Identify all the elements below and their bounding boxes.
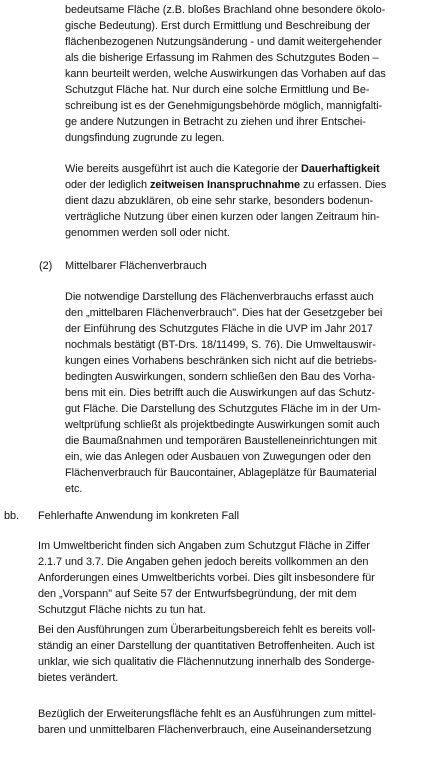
text-line: bedingten Auswirkungen, sondern schließen den Bau des Vorha- [65, 371, 376, 383]
section-title: Mittelbarer Flächenverbrauch [65, 260, 207, 272]
text-line: schreibung ist es der Genehmigungsbehörde möglich, mannigfalti- [65, 100, 383, 112]
text-line: den „mittelbaren Flächenverbrauch". Dies hat der Gesetzgeber bei [65, 307, 383, 319]
text-line: ein, wie das Anlegen oder Ausbauen von Zuwegungen oder den [65, 451, 371, 463]
text-line: Schutzgut Fläche nichts zu tun hat. [38, 604, 206, 616]
text-line: gut Fläche. Die Darstellung des Schutzgutes Fläche im in der Um- [65, 403, 381, 415]
text-line: Flächenverbrauch für Baucontainer, Ablageplätze für Baumaterial [65, 467, 377, 479]
section-heading-mittelbarer-flaechenverbrauch [39, 258, 379, 274]
text-line: Bei den Ausführungen zum Überarbeitungsbereich fehlt es bereits voll- [38, 624, 376, 636]
text-line: dungsfindung zugrunde zu legen. [65, 132, 225, 144]
text-run: zu erfassen. Dies [300, 179, 387, 191]
text-line [65, 177, 386, 193]
text-line: gische Bedeutung). Erst durch Ermittlung und Beschreibung der [65, 20, 371, 32]
text-line: den „Vorspann" auf Seite 57 der Entwurfsbegründung, der mit dem [38, 588, 357, 600]
text-line: kann beurteilt werden, welche Auswirkungen das Vorhaben auf das [65, 68, 386, 80]
paragraph-nutzungsaenderung [65, 2, 386, 146]
text-line: Schutzgut Fläche hat. Nur durch eine solche Ermittlung und Be- [65, 84, 370, 96]
text-line: flächenbezogenen Nutzungsänderung - und damit weitergehender [65, 36, 382, 48]
text-line: ge andere Nutzungen in Betracht zu ziehen und ihrer Entschei- [65, 116, 366, 128]
text-line: Bezüglich der Erweiterungsfläche fehlt es an Ausführungen zum mittel- [38, 708, 376, 720]
section-number: bb. [4, 510, 20, 522]
text-line [65, 161, 386, 177]
paragraph-dauerhaftigkeit [65, 161, 386, 241]
text-line: bietes verändert. [38, 672, 119, 684]
text-line: die Baumaßnahmen und temporären Baustelleneinrichtungen mit [65, 435, 377, 447]
text-run: oder der lediglich [65, 179, 151, 191]
bold-term-zeitweise-inanspruchnahme: zeitweisen Inanspruchnahme [150, 179, 301, 191]
text-line: bens mit ein. Dies betrifft auch die Auswirkungen auf das Schutz- [65, 387, 376, 399]
text-line: unklar, wie sich qualitativ die Flächennutzung innerhalb des Sonderge- [38, 656, 375, 668]
section-number: (2) [39, 260, 53, 272]
text-line: als die bisherige Erfassung im Rahmen des Schutzgutes Boden – [65, 52, 379, 64]
text-line: der Einführung des Schutzgutes Fläche in die UVP im Jahr 2017 [65, 323, 373, 335]
text-line: weltprüfung schließt als projektbedingte Auswirkungen somit auch [65, 419, 380, 431]
bold-term-dauerhaftigkeit: Dauerhaftigkeit [301, 163, 380, 175]
text-line: bedeutsame Fläche (z.B. bloßes Brachland ohne besondere ökolo- [65, 4, 386, 16]
paragraph-mittelbarer-flaechenverbrauch [65, 289, 382, 497]
text-line: genommen werden soll oder nicht. [65, 227, 230, 239]
text-line: nochmals bestätigt (BT-Drs. 18/11499, S. 76). Die Umweltauswir- [65, 339, 376, 351]
paragraph-umweltbericht [38, 538, 375, 618]
text-line: baren und unmittelbaren Flächenverbrauch, eine Auseinandersetzung [38, 724, 372, 736]
section-heading-fehlerhafte-anwendung [4, 508, 364, 524]
paragraph-erweiterungsflaeche [38, 706, 376, 738]
text-line: etc. [65, 483, 83, 495]
text-line: Im Umweltbericht finden sich Angaben zum Schutzgut Fläche in Ziffer [38, 540, 370, 552]
text-line: verträgliche Nutzung über einen kurzen oder langen Zeitraum hin- [65, 211, 380, 223]
text-line: kungen eines Vorhabens beschränken sich nicht auf die betriebs- [65, 355, 377, 367]
paragraph-ueberarbeitungsbereich [38, 622, 375, 686]
text-line: dient dazu abzuklären, ob eine sehr starke, besonders bodenun- [65, 195, 374, 207]
text-line: 2.1.7 und 3.7. Die Angaben gehen jedoch bereits vollkommen an den [38, 556, 369, 568]
text-line: Die notwendige Darstellung des Flächenverbrauchs erfasst auch [65, 291, 374, 303]
text-run: Wie bereits ausgeführt ist auch die Kategorie der [65, 163, 302, 175]
text-line: ständig an einer Darstellung der quantitativen Betroffenheiten. Auch ist [38, 640, 375, 652]
section-title: Fehlerhafte Anwendung im konkreten Fall [38, 510, 239, 522]
text-line: Anforderungen eines Umweltberichts vorbei. Dies gilt insbesondere für [38, 572, 375, 584]
